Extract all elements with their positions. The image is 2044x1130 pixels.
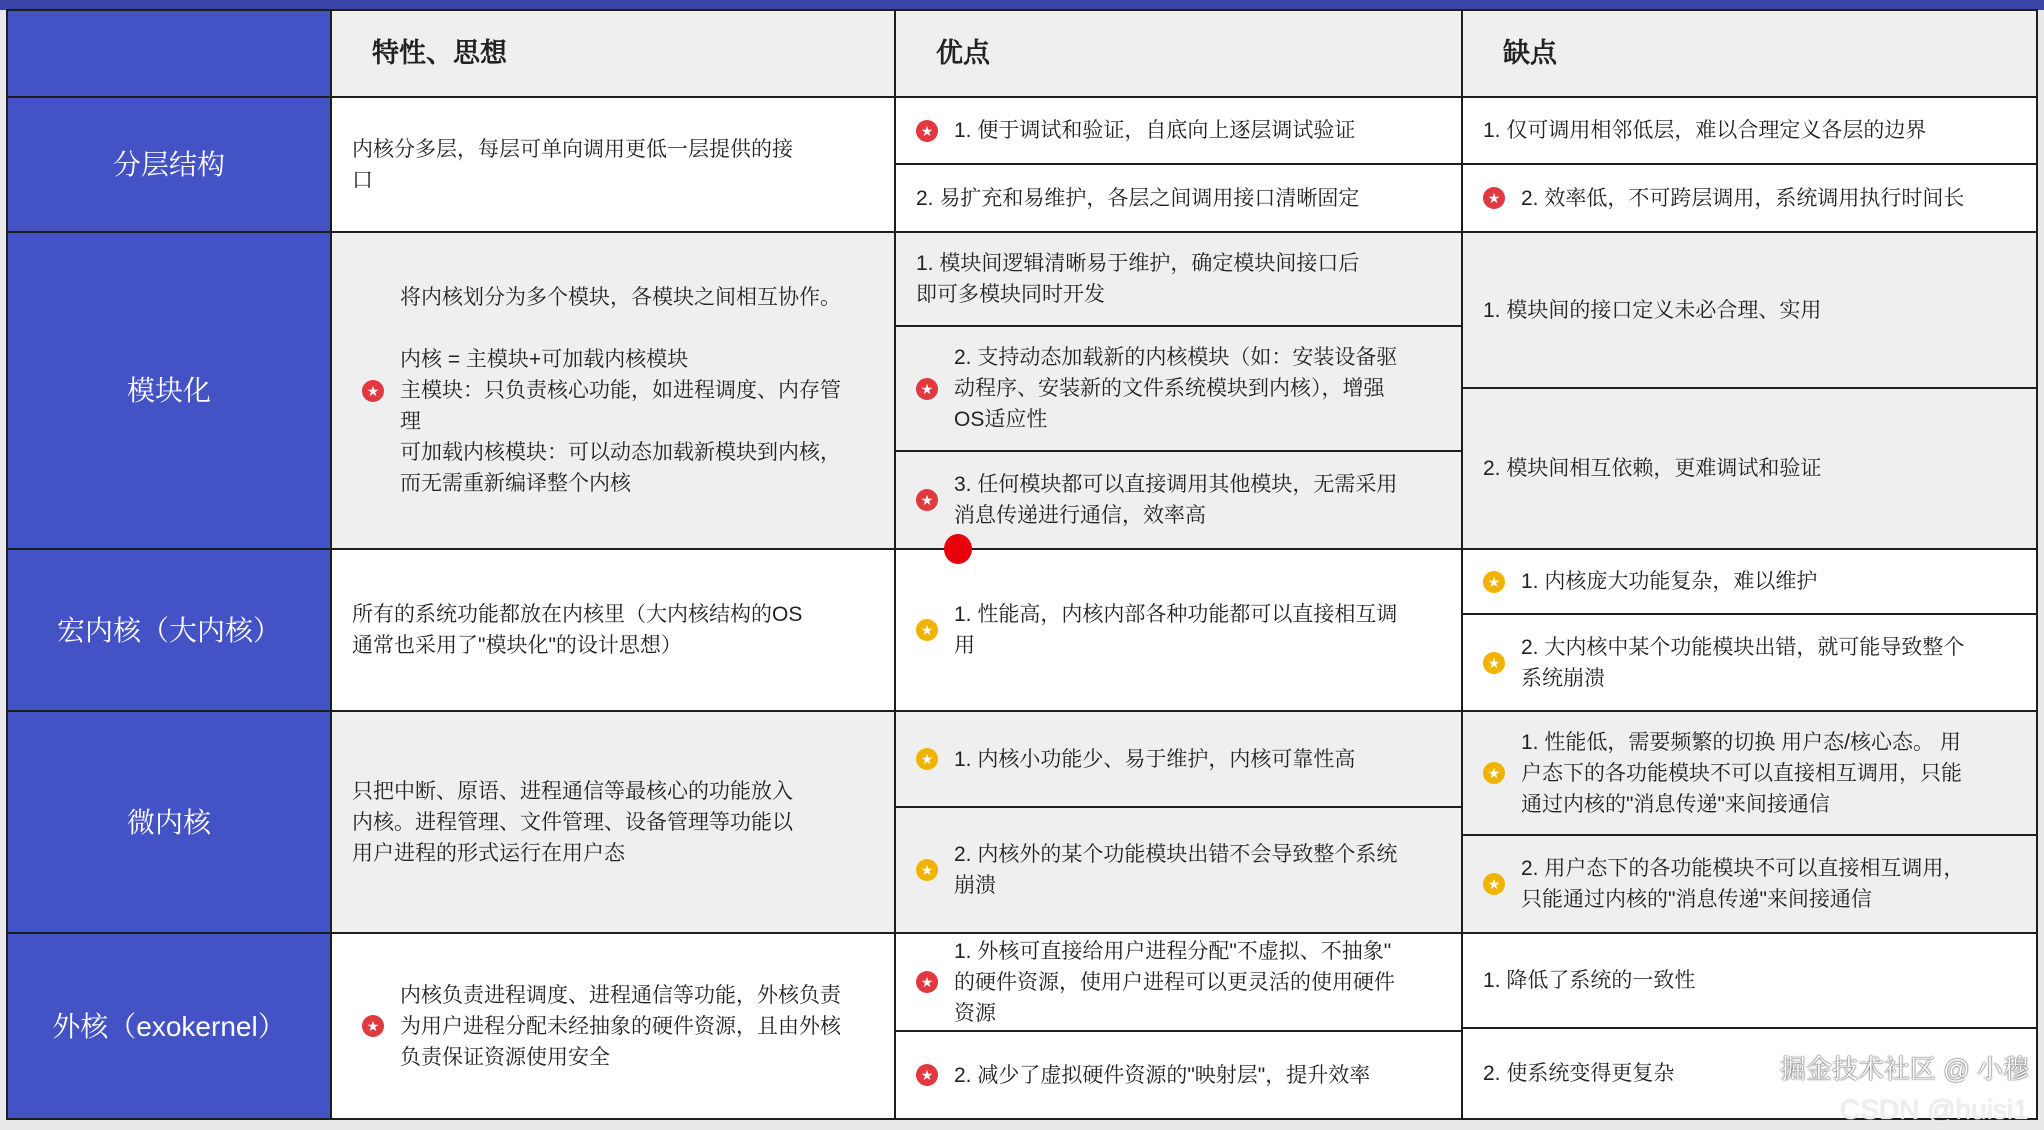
star-icon: ★ — [362, 1015, 384, 1037]
pros-text: 2. 支持动态加载新的内核模块（如：安装设备驱 动程序、安装新的文件系统模块到内核），增强 OS适应性 — [954, 346, 1398, 431]
pros-cell — [894, 231, 1463, 327]
cons-text: 2. 模块间相互依赖，更难调试和验证 — [1483, 457, 1822, 480]
cons-text: 1. 模块间的接口定义未必合理、实用 — [1483, 298, 1822, 322]
star-icon: ★ — [916, 859, 938, 881]
cons-text: 1. 性能低，需要频繁的切换 用户态/核心态。 用 户态下的各功能模块不可以直接相互调用，只能 通过内核的"消息传递"来间接通信 — [1521, 730, 1962, 816]
star-icon: ★ — [1483, 571, 1505, 593]
star-icon: ★ — [916, 489, 938, 511]
row-label-text: 外核（exokernel） — [52, 1010, 286, 1042]
row-label-text: 分层结构 — [112, 149, 225, 180]
header-corner-cell — [6, 9, 332, 98]
feature-text: 内核负责进程调度、进程通信等功能，外核负责 为用户进程分配未经抽象的硬件资源，且由外核 负责保证资源使用安全 — [400, 983, 841, 1069]
pros-text: 3. 任何模块都可以直接调用其他模块，无需采用 消息传递进行通信，效率高 — [954, 473, 1398, 527]
pros-text: 2. 减少了虚拟硬件资源的"映射层"，提升效率 — [954, 1063, 1371, 1087]
cons-cell — [1461, 834, 2038, 934]
row-label-exokernel — [6, 932, 332, 1120]
star-icon: ★ — [916, 378, 938, 400]
feature-text: 将内核划分为多个模块，各模块之间相互协作。 内核 = 主模块+可加载内核模块 主模块：只负责核心功能，如进程调度、内存管 理 可加载内核模块：可以动态加载新模块到内核， 而无需重新编译整个内核 — [400, 286, 841, 495]
feature-cell-layered — [330, 96, 896, 233]
header-cons-text: 缺点 — [1503, 38, 1557, 68]
cons-text: 2. 大内核中某个功能模块出错，就可能导致整个 系统崩溃 — [1521, 635, 1965, 690]
row-label-monolithic — [6, 548, 332, 712]
header-feature-text: 特性、思想 — [372, 38, 507, 68]
star-icon: ★ — [916, 1064, 938, 1086]
row-label-modular — [6, 231, 332, 550]
cons-cell — [1461, 932, 2038, 1029]
star-icon: ★ — [1483, 873, 1505, 895]
pros-text: 2. 易扩充和易维护，各层之间调用接口清晰固定 — [916, 186, 1360, 210]
header-pros-text: 优点 — [936, 38, 990, 68]
row-label-microkernel — [6, 710, 332, 934]
pros-cell — [894, 450, 1463, 550]
pros-text: 1. 便于调试和验证，自底向上逐层调试验证 — [954, 119, 1356, 142]
star-icon: ★ — [1483, 762, 1505, 784]
cons-text: 1. 降低了系统的一致性 — [1483, 969, 1696, 992]
cons-text: 2. 使系统变得更复杂 — [1483, 1062, 1675, 1085]
cons-cell — [1461, 548, 2038, 615]
pros-cell — [894, 548, 1463, 712]
star-icon: ★ — [916, 120, 938, 142]
star-icon: ★ — [916, 748, 938, 770]
pros-cell — [894, 710, 1463, 808]
pointer-dot — [944, 534, 972, 564]
cons-text: 2. 效率低，不可跨层调用，系统调用执行时间长 — [1521, 186, 1965, 210]
pros-text: 2. 内核外的某个功能模块出错不会导致整个系统 崩溃 — [954, 843, 1398, 897]
pros-cell — [894, 96, 1463, 165]
pros-text: 1. 内核小功能少、易于维护，内核可靠性高 — [954, 747, 1356, 771]
star-icon: ★ — [362, 380, 384, 402]
star-icon: ★ — [916, 971, 938, 993]
pros-text: 1. 外核可直接给用户进程分配"不虚拟、不抽象" 的硬件资源，使用户进程可以更灵活的使用硬件 资源 — [954, 939, 1395, 1025]
cons-cell — [1461, 710, 2038, 836]
star-icon: ★ — [1483, 652, 1505, 674]
feature-cell-modular — [330, 231, 896, 550]
cons-cell — [1461, 387, 2038, 550]
pros-cell — [894, 325, 1463, 452]
cons-text: 2. 用户态下的各功能模块不可以直接相互调用， 只能通过内核的"消息传递"来间接通信 — [1521, 857, 1965, 911]
row-label-layered — [6, 96, 332, 233]
feature-text: 所有的系统功能都放在内核里（大内核结构的OS 通常也采用了"模块化"的设计思想） — [352, 603, 803, 657]
feature-text: 内核分多层，每层可单向调用更低一层提供的接 口 — [352, 137, 793, 192]
row-label-text: 微内核 — [126, 806, 211, 838]
star-icon: ★ — [1483, 187, 1505, 209]
pros-text: 1. 性能高，内核内部各种功能都可以直接相互调 用 — [954, 603, 1398, 657]
pros-text: 1. 模块间逻辑清晰易于维护，确定模块间接口后 即可多模块同时开发 — [916, 252, 1360, 306]
star-icon: ★ — [916, 619, 938, 641]
header-feature — [330, 9, 896, 98]
cons-text: 1. 仅可调用相邻低层，难以合理定义各层的边界 — [1483, 119, 1927, 142]
cons-cell — [1461, 231, 2038, 389]
header-cons — [1461, 9, 2038, 98]
row-label-text: 宏内核（大内核） — [56, 614, 281, 646]
cons-text: 1. 内核庞大功能复杂，难以维护 — [1521, 570, 1818, 593]
feature-cell-microkernel — [330, 710, 896, 934]
header-pros — [894, 9, 1463, 98]
cons-cell — [1461, 163, 2038, 233]
watermark-secondary: CSDN @huisi1 — [1840, 1094, 2029, 1125]
watermark: 掘金技术社区 @ 小穆 — [1780, 1054, 2029, 1084]
cons-cell — [1461, 96, 2038, 165]
feature-cell-exokernel — [330, 932, 896, 1120]
row-label-text: 模块化 — [126, 375, 211, 406]
pros-cell — [894, 1030, 1463, 1120]
pros-cell — [894, 806, 1463, 934]
feature-text: 只把中断、原语、进程通信等最核心的功能放入 内核。进程管理、文件管理、设备管理等功能以 用户进程的形式运行在用户态 — [352, 779, 793, 865]
pros-cell — [894, 932, 1463, 1032]
pros-cell — [894, 163, 1463, 233]
feature-cell-monolithic — [330, 548, 896, 712]
cons-cell — [1461, 613, 2038, 712]
